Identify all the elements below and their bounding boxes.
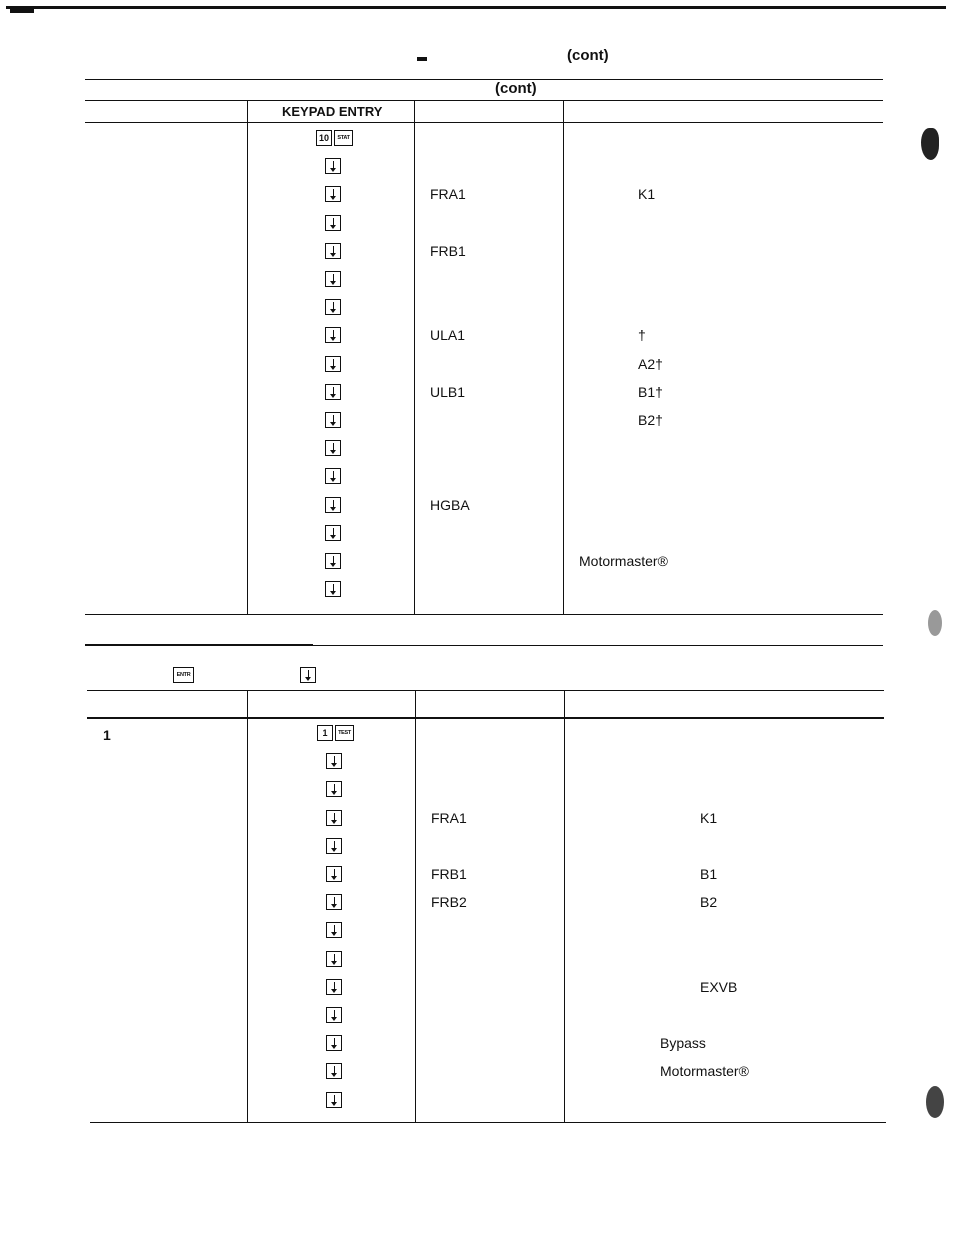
down-arrow-key-icon bbox=[326, 1092, 342, 1108]
stat-key-icon: STAT bbox=[334, 130, 353, 146]
down-arrow-key-icon bbox=[300, 667, 316, 683]
down-arrow-key-icon bbox=[326, 810, 342, 826]
description-text: B2† bbox=[638, 412, 663, 428]
down-arrow-key-icon bbox=[326, 1035, 342, 1051]
header-cont: (cont) bbox=[567, 47, 609, 64]
down-arrow-key-icon bbox=[325, 440, 341, 456]
down-arrow-key-icon bbox=[325, 186, 341, 202]
down-arrow-key-icon bbox=[325, 497, 341, 513]
down-arrow-key-icon bbox=[325, 412, 341, 428]
down-arrow-key-icon bbox=[325, 581, 341, 597]
description-text: EXVB bbox=[700, 978, 738, 995]
down-arrow-key-icon bbox=[326, 922, 342, 938]
description-text: † bbox=[638, 327, 646, 344]
description-text: B1 bbox=[700, 866, 718, 882]
description-text: Bypass bbox=[660, 1035, 706, 1052]
down-arrow-key-icon bbox=[326, 866, 342, 882]
down-arrow-key-icon bbox=[325, 299, 341, 315]
keypad-entry-header: KEYPAD ENTRY bbox=[282, 104, 383, 119]
down-arrow-key-icon bbox=[325, 356, 341, 372]
display-code: FRA1 bbox=[431, 809, 467, 826]
down-arrow-key-icon bbox=[325, 468, 341, 484]
table-2-first-col-value: 1 bbox=[103, 727, 111, 743]
display-code: FRB1 bbox=[430, 242, 466, 259]
down-arrow-key-icon bbox=[325, 327, 341, 343]
down-arrow-key-icon bbox=[325, 243, 341, 259]
binder-hole-mark bbox=[926, 1086, 944, 1118]
number-key-icon: 1 bbox=[317, 725, 333, 741]
display-code: ULB1 bbox=[430, 383, 466, 400]
display-code: FRB2 bbox=[431, 894, 467, 911]
down-arrow-key-icon bbox=[326, 838, 342, 854]
section-rule-short bbox=[85, 644, 313, 646]
description-text: K1 bbox=[700, 809, 718, 826]
down-arrow-key-icon bbox=[326, 781, 342, 797]
display-code: FRA1 bbox=[430, 186, 466, 203]
display-code: FRB1 bbox=[431, 866, 467, 882]
section-rule bbox=[313, 645, 883, 646]
table-1-caption: (cont) bbox=[495, 80, 537, 97]
binder-hole-mark bbox=[921, 128, 939, 160]
down-arrow-key-icon bbox=[325, 158, 341, 174]
description-text: K1 bbox=[638, 186, 656, 203]
down-arrow-key-icon bbox=[326, 1007, 342, 1023]
down-arrow-key-icon bbox=[325, 271, 341, 287]
header-dash bbox=[417, 57, 427, 61]
down-arrow-key-icon bbox=[326, 1063, 342, 1079]
test-key-icon: TEST bbox=[335, 725, 354, 741]
down-arrow-key-icon bbox=[325, 384, 341, 400]
display-code: ULA1 bbox=[430, 327, 466, 344]
down-arrow-key-icon bbox=[326, 951, 342, 967]
down-arrow-key-icon bbox=[326, 753, 342, 769]
description-text: B1† bbox=[638, 383, 663, 400]
down-arrow-key-icon bbox=[326, 979, 342, 995]
down-arrow-key-icon bbox=[325, 553, 341, 569]
down-arrow-key-icon bbox=[325, 215, 341, 231]
description-text: A2† bbox=[638, 355, 663, 372]
description-text: Motormaster® bbox=[579, 553, 668, 569]
display-code: HGBA bbox=[430, 496, 470, 513]
number-key-icon: 10 bbox=[316, 130, 332, 146]
down-arrow-key-icon bbox=[326, 894, 342, 910]
enter-key-icon: ENTR bbox=[173, 667, 194, 683]
top-rule-corner bbox=[10, 9, 34, 13]
description-text: B2 bbox=[700, 894, 718, 911]
down-arrow-key-icon bbox=[325, 525, 341, 541]
binder-hole-mark bbox=[928, 610, 942, 636]
top-rule bbox=[6, 6, 946, 9]
description-text: Motormaster® bbox=[660, 1063, 749, 1080]
